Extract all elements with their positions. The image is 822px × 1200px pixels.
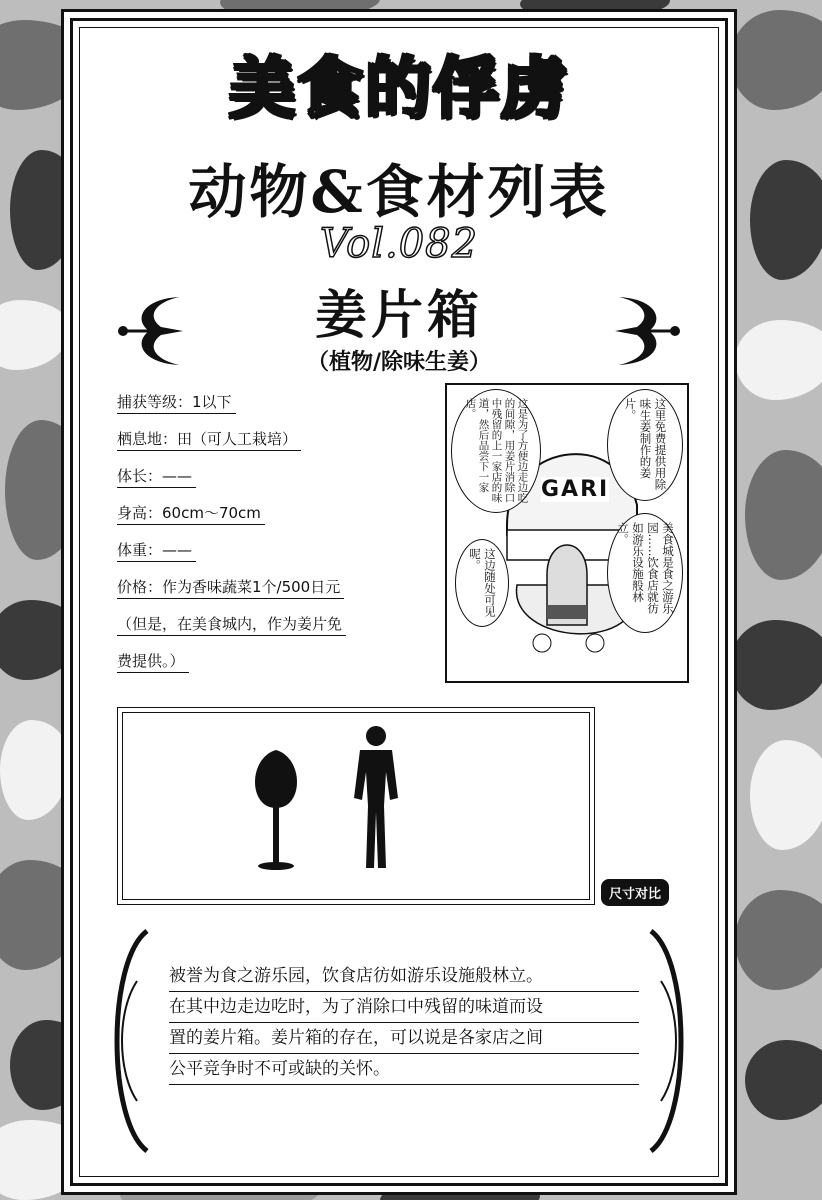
description [169, 961, 639, 1085]
info-card [70, 18, 728, 1186]
speech-bubble-bottom-left: 这边随处可见呢。 [455, 539, 509, 627]
stat-capture-level: 捕获等级：1以下 [117, 391, 236, 414]
speech-bubble-top-left: 这是为了方便边走边吃的间隙，用姜片消除口中残留的上一家店的味道，然后品尝下一家店。 [451, 389, 541, 513]
stat-habitat: 栖息地：田（可人工栽培） [117, 428, 301, 451]
gari-sign: GARI [541, 477, 610, 502]
description-line: 公平竞争时不可或缺的关怀。 [169, 1054, 639, 1085]
description-line: 被誉为食之游乐园，饮食店彷如游乐设施般林立。 [169, 961, 639, 992]
stat-price-note-1: （但是，在美食城内，作为姜片免 [117, 613, 346, 636]
list-title: 动物&食材列表 [188, 158, 610, 226]
item-category: （植物/除味生姜） [306, 349, 492, 375]
item-name: 姜片箱 [314, 285, 483, 346]
speech-bubble-top-right: 这里免费提供用除味生姜制作的姜片。 [607, 389, 683, 501]
description-line: 置的姜片箱。姜片箱的存在，可以说是各家店之间 [169, 1023, 639, 1054]
size-comparison-box [117, 707, 595, 905]
stat-price: 价格：作为香味蔬菜1个/500日元 [117, 576, 344, 599]
size-comparison-badge: 尺寸对比 [601, 879, 669, 906]
size-silhouettes [118, 708, 594, 904]
stats-list [117, 391, 437, 687]
description-line: 在其中边走边吃时，为了消除口中残留的味道而设 [169, 992, 639, 1023]
stat-price-note-2: 费提供。） [117, 650, 189, 673]
stat-height: 身高：60cm～70cm [117, 502, 265, 525]
swirl-right-icon [641, 921, 691, 1161]
stat-length: 体长：—— [117, 465, 196, 488]
manga-panel [445, 383, 689, 683]
series-title: 美食的俘虏 [229, 50, 569, 127]
volume-label: Vol.082 [319, 221, 479, 267]
swirl-left-icon [107, 921, 157, 1161]
stat-weight: 体重：—— [117, 539, 196, 562]
speech-bubble-mid-right: 美食城是食之游乐园……饮食店就彷如游乐设施般林立。 [607, 513, 683, 633]
